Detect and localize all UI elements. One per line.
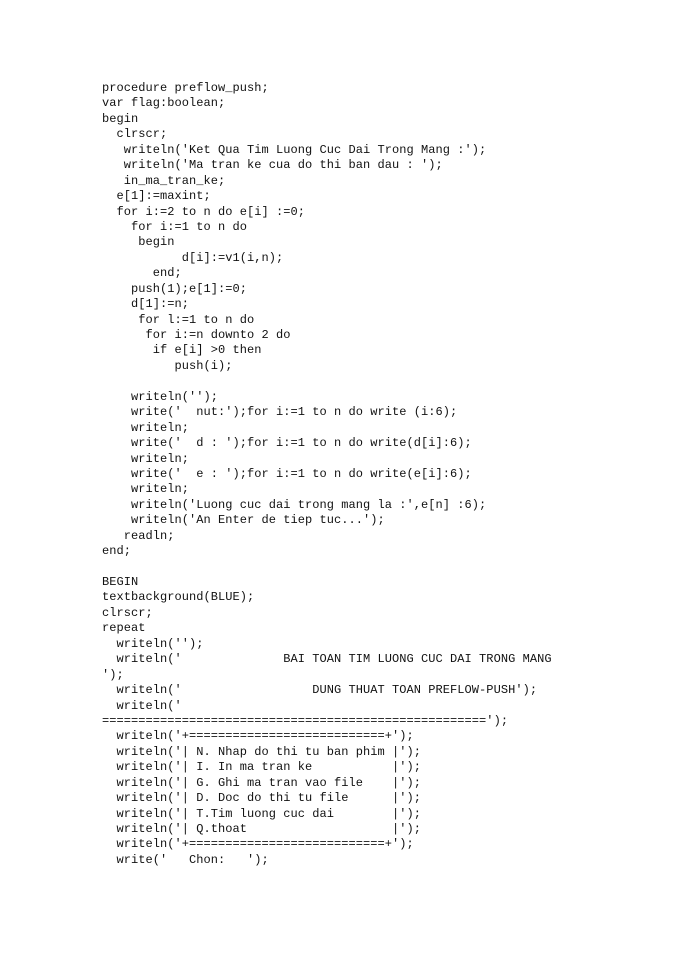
code-line: push(i); (102, 358, 233, 373)
code-line: textbackground(BLUE); (102, 590, 255, 605)
code-line: writeln('| G. Ghi ma tran vao file |'); (102, 775, 422, 790)
code-line: begin (102, 235, 175, 250)
code-line: writeln('+===========================+'); (102, 729, 414, 744)
code-line: writeln('Luong cuc dai trong mang la :',e[n] :6); (102, 497, 487, 512)
code-line: writeln('An Enter de tiep tuc...'); (102, 513, 385, 528)
code-line: writeln('| T.Tim luong cuc dai |'); (102, 806, 422, 821)
code-line: write(' nut:');for i:=1 to n do write (i:6); (102, 405, 458, 420)
code-line: writeln('| D. Doc do thi tu file |'); (102, 791, 422, 806)
code-line: write(' e : ');for i:=1 to n do write(e[i]:6); (102, 466, 472, 481)
code-line: for l:=1 to n do (102, 312, 255, 327)
code-line: repeat (102, 621, 146, 636)
code-line: d[i]:=v1(i,n); (102, 250, 284, 265)
code-line (102, 374, 692, 389)
code-line: for i:=1 to n do (102, 219, 248, 234)
code-line: clrscr; (102, 127, 168, 142)
code-line: write(' Chon: '); (102, 852, 269, 867)
code-line: write(' d : ');for i:=1 to n do write(d[i]:6); (102, 436, 472, 451)
code-line: '); (102, 667, 124, 682)
code-line: procedure preflow_push; (102, 81, 269, 95)
code-line: BEGIN (102, 575, 139, 589)
code-line: clrscr; (102, 605, 153, 620)
code-line: end; (102, 266, 182, 281)
code-line: push(1);e[1]:=0; (102, 281, 248, 296)
code-line: in_ma_tran_ke; (102, 173, 226, 188)
code-line: writeln; (102, 482, 190, 497)
code-line: ====================================================='); (102, 713, 509, 728)
code-line: writeln('+===========================+'); (102, 837, 414, 852)
pascal-code-listing (102, 81, 692, 868)
code-line: writeln('| N. Nhap do thi tu ban phim |'); (102, 744, 422, 759)
code-line: writeln('Ma tran ke cua do thi ban dau : '); (102, 158, 443, 173)
code-line: writeln('| I. In ma tran ke |'); (102, 760, 422, 775)
code-line: writeln(''); (102, 389, 219, 404)
code-line: writeln(''); (102, 636, 204, 651)
code-line: writeln('Ket Qua Tim Luong Cuc Dai Trong Mang :'); (102, 142, 487, 157)
code-line: writeln; (102, 420, 190, 435)
code-line: e[1]:=maxint; (102, 189, 211, 204)
code-line: d[1]:=n; (102, 297, 190, 312)
code-line: writeln(' (102, 698, 182, 713)
code-line: end; (102, 544, 132, 559)
code-line (102, 560, 692, 575)
code-line: writeln('| Q.thoat |'); (102, 822, 422, 836)
code-line: writeln(' BAI TOAN TIM LUONG CUC DAI TRONG MANG (102, 652, 552, 667)
code-line: writeln; (102, 451, 190, 466)
code-line: begin (102, 111, 139, 126)
code-line: if e[i] >0 then (102, 343, 262, 358)
code-line: var flag:boolean; (102, 96, 226, 111)
code-line: readln; (102, 528, 175, 543)
code-line: for i:=n downto 2 do (102, 328, 291, 342)
code-line: writeln(' DUNG THUAT TOAN PREFLOW-PUSH'); (102, 683, 538, 698)
code-line: for i:=2 to n do e[i] :=0; (102, 204, 306, 219)
